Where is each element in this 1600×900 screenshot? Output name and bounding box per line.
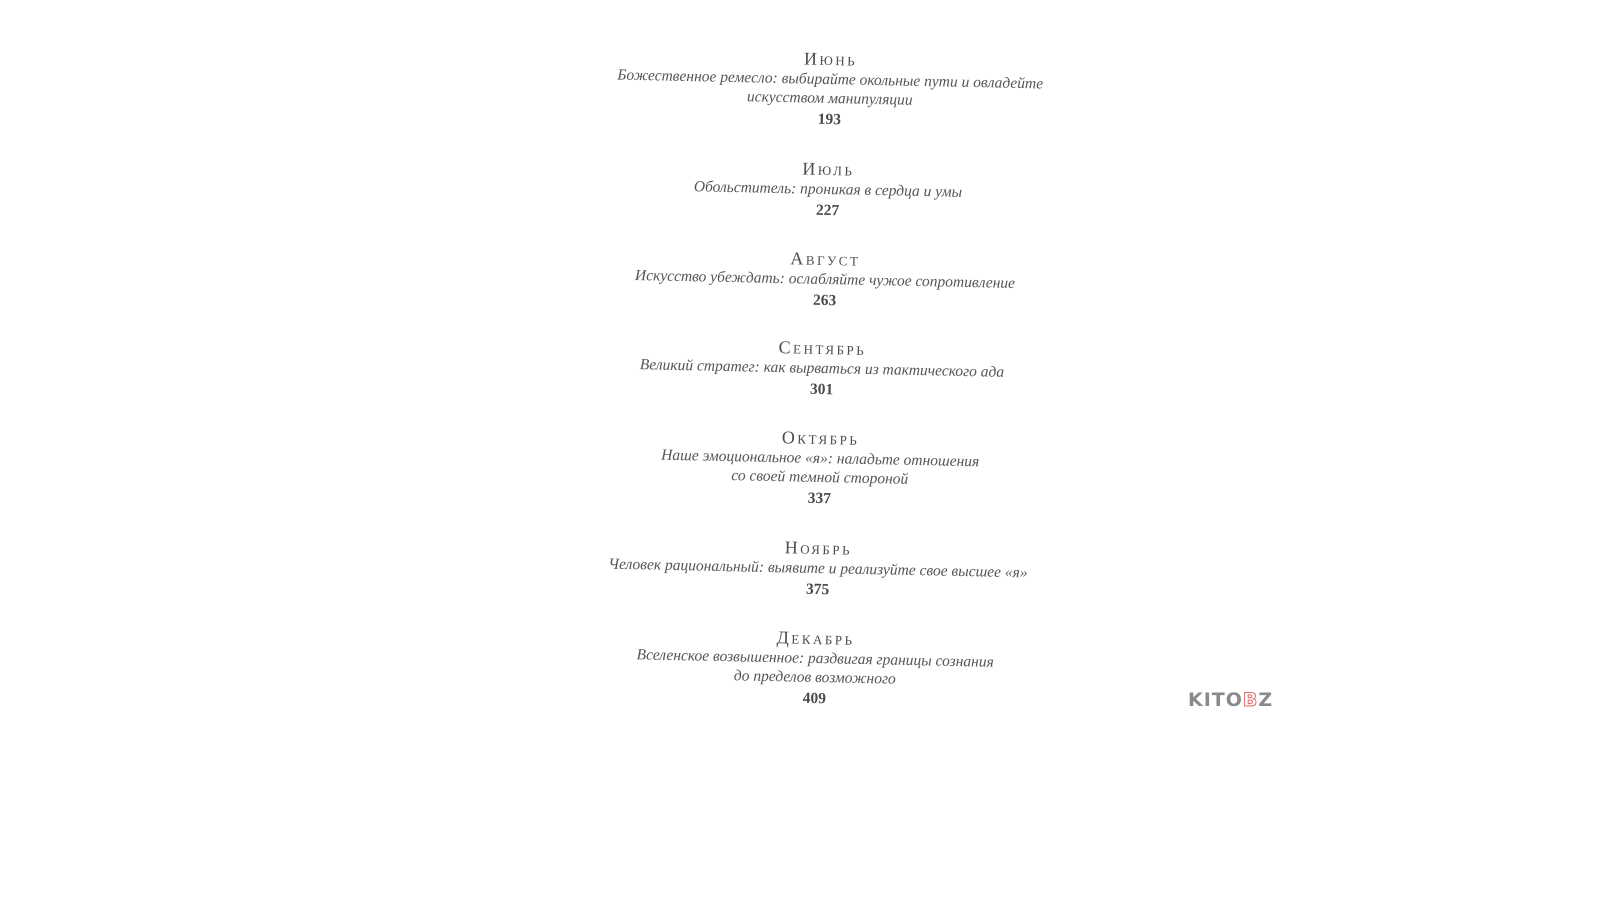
toc-entry-october <box>529 421 1111 515</box>
page-number: 227 <box>815 201 840 220</box>
description-line: до пределов возможного <box>733 667 896 688</box>
description-line: Наше эмоциональное «я»: наладьте отношения <box>660 446 980 471</box>
page-number: 263 <box>812 291 837 310</box>
description-line: со своей темной стороной <box>731 467 909 488</box>
description-line: Человек рациональный: выявите и реализуйте свое высшее «я» <box>608 555 1028 582</box>
month-title: Июль <box>802 158 855 180</box>
description-line: Обольститель: проникая в сердца и умы <box>693 178 963 201</box>
month-title: Ноябрь <box>784 537 853 559</box>
month-title: Октябрь <box>781 427 860 449</box>
toc-entry-june <box>539 42 1121 136</box>
page-number: 375 <box>805 580 830 599</box>
toc-entry-september <box>531 331 1112 406</box>
description-line: Божественное ремесло: выбирайте окольные пути и овладейте <box>617 66 1044 93</box>
page-number: 301 <box>809 380 834 399</box>
watermark-accent-letter: B <box>1242 689 1259 711</box>
month-title: Декабрь <box>776 627 855 649</box>
description-line: искусством манипуляции <box>746 88 913 109</box>
toc-entry-july <box>537 152 1118 227</box>
month-title: Июнь <box>803 48 858 70</box>
toc-entry-december <box>524 621 1106 715</box>
toc-entry-august <box>534 242 1115 317</box>
description-line: Вселенское возвышенное: раздвигая границы сознания <box>636 646 994 671</box>
month-title: Сентябрь <box>778 337 867 359</box>
page-number: 337 <box>807 489 832 508</box>
month-title: Август <box>790 248 861 270</box>
description-line: Великий стратег: как вырваться из тактического ада <box>639 356 1005 381</box>
toc-entry-november <box>527 531 1108 606</box>
watermark-logo <box>1188 689 1273 711</box>
description-line: Искусство убеждать: ослабляйте чужое сопротивление <box>634 267 1016 292</box>
watermark-text-end: Z <box>1258 689 1274 711</box>
page-number: 193 <box>817 110 842 129</box>
page-number: 409 <box>802 689 827 708</box>
watermark-text: KITO <box>1188 689 1243 711</box>
